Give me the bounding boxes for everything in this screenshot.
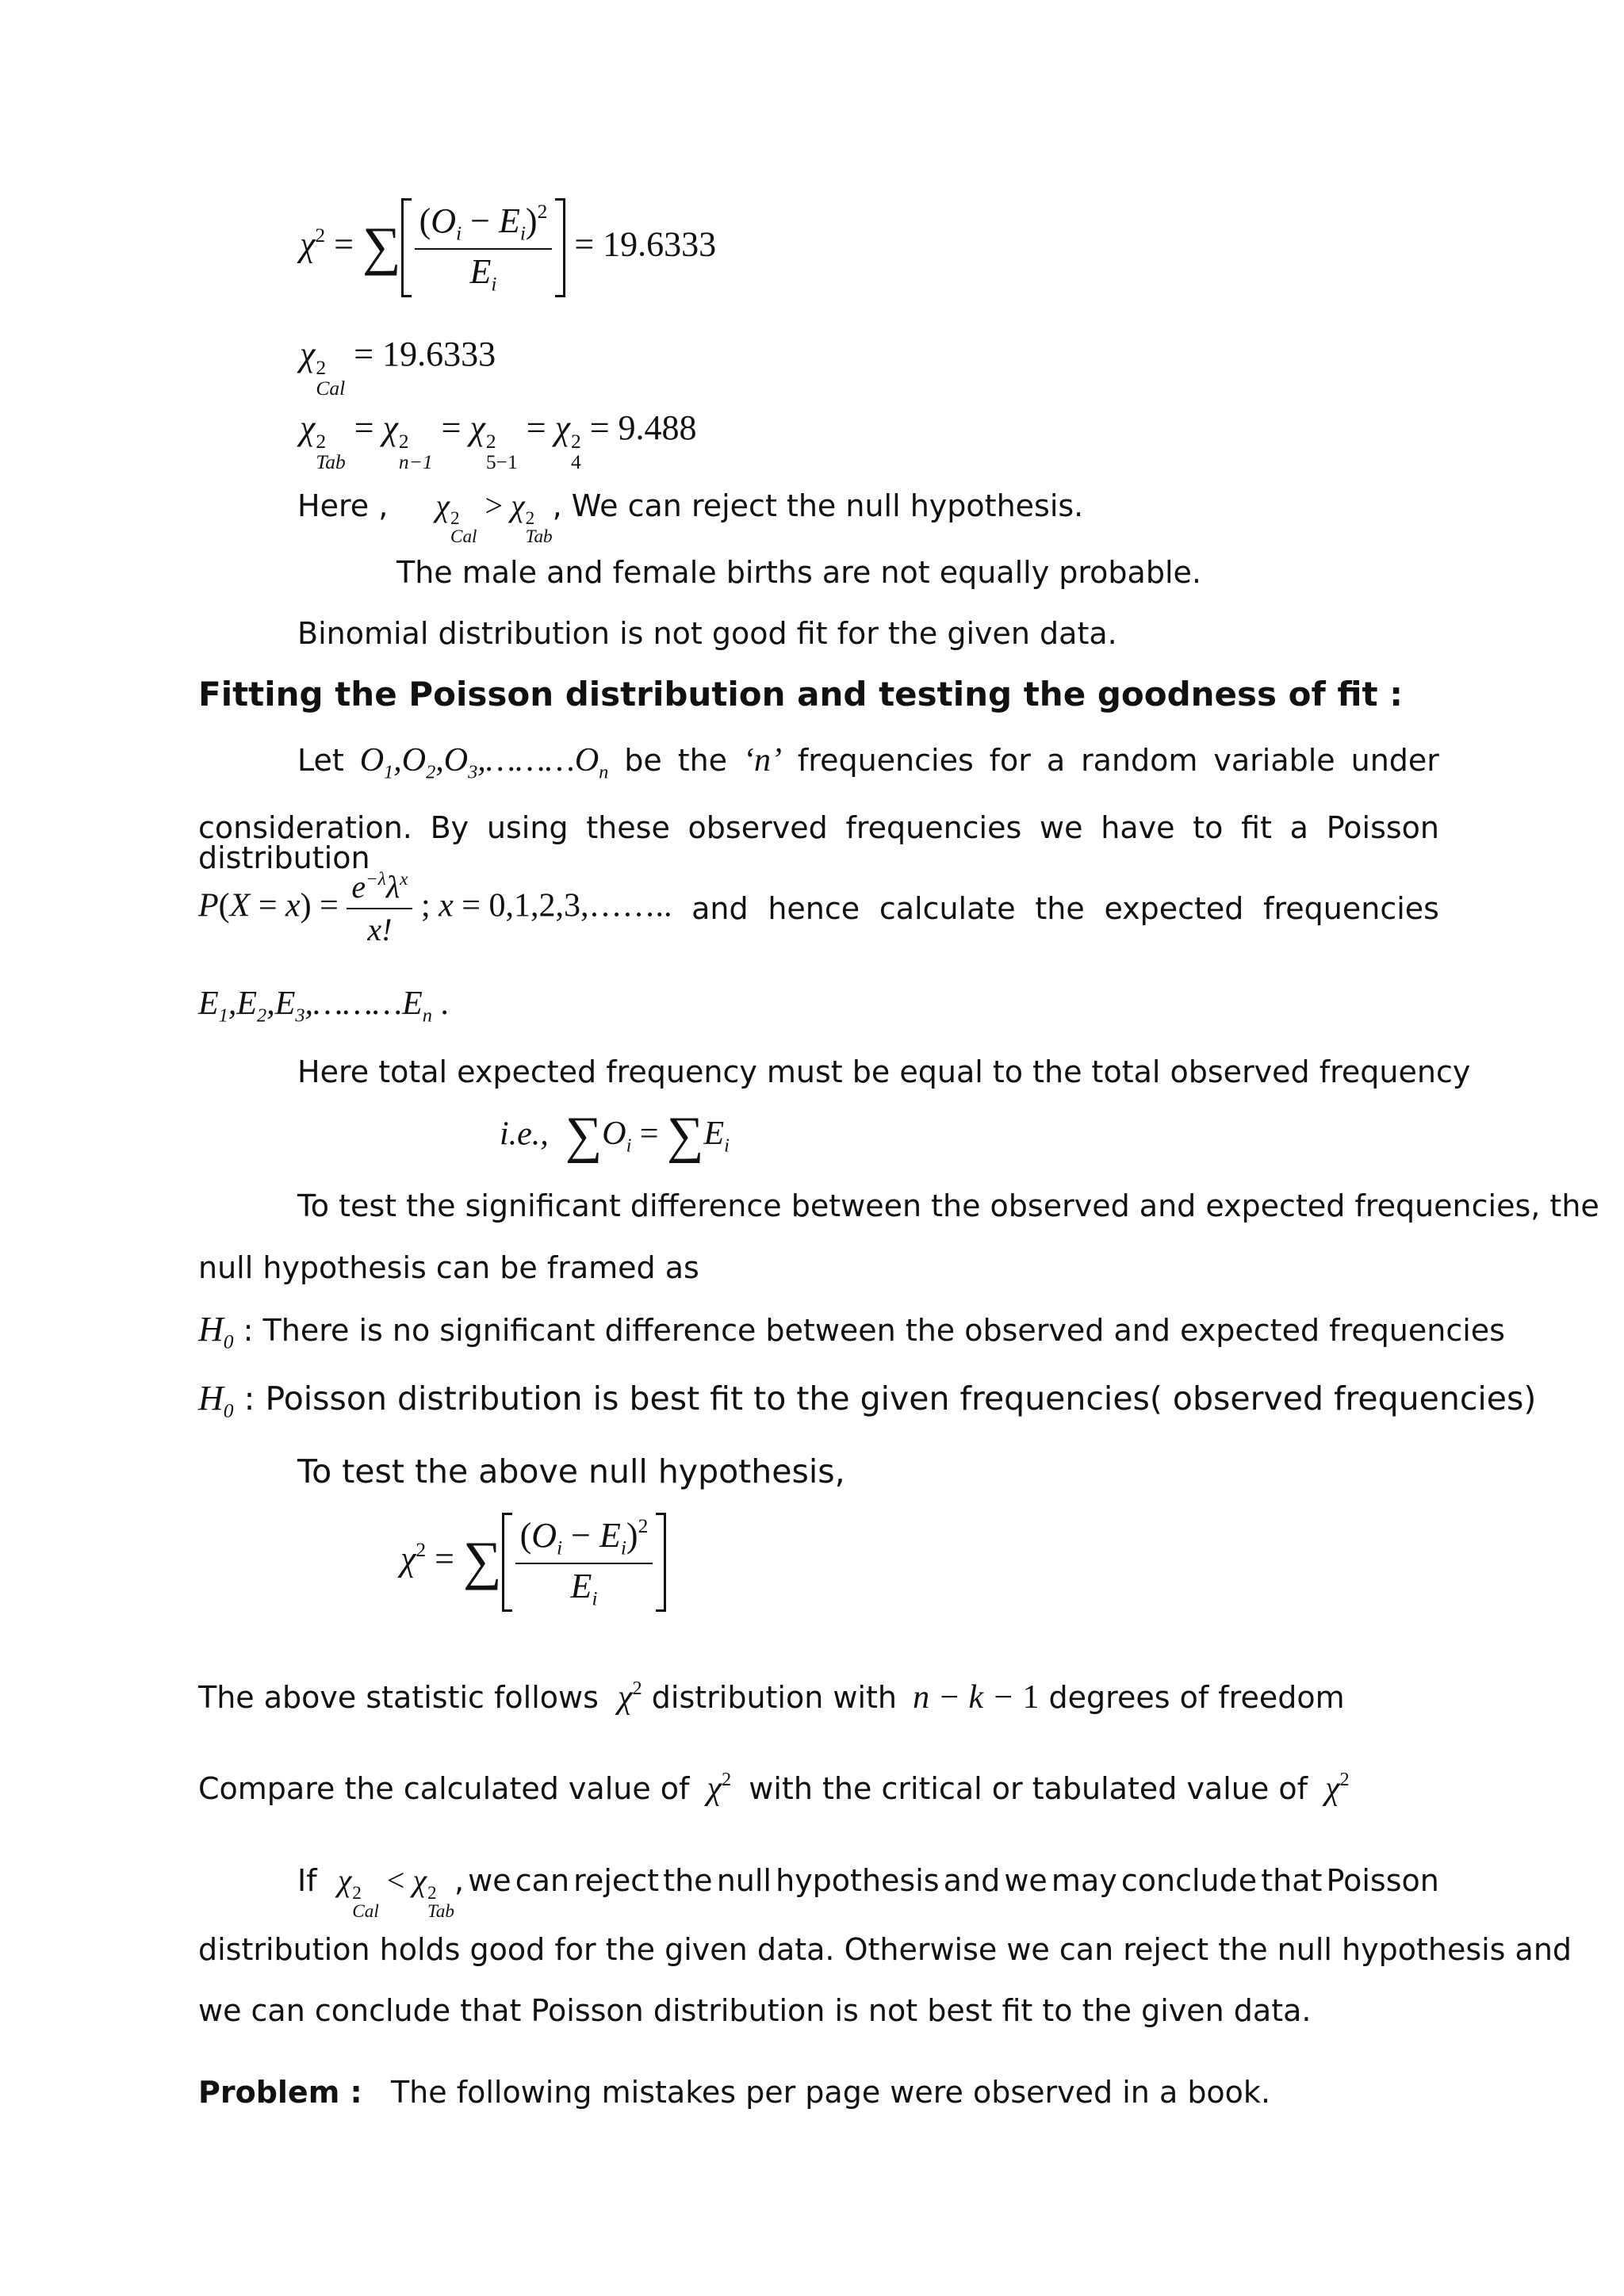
para2: Here total expected frequency must be equal to the total observed frequency — [297, 1054, 1471, 1089]
chi-square-formula: $\chi^2$ = ∑ $\frac{(O_i - E_i)^2}{E_i}$ = 19.6333 — [300, 198, 716, 297]
chi-tab-value: 9.488 — [618, 408, 697, 447]
null-hypothesis-2: $H_0$ : Poisson distribution is best fit to the given frequencies( observed frequencies) — [198, 1379, 1537, 1422]
poisson-pmf-line: P(X = x) = $\frac{e^{-\lambda}\lambda^x}{x!}$ ; x = 0,1,2,3,…….. and hence calculate the expected frequencies — [198, 869, 1439, 948]
decision-line: Here , χ 2 Cal > χ 2 Tab , We can reject the null hypothesis. — [297, 488, 1084, 548]
para3-line1: To test the significant difference between the observed and expected frequencies, the — [297, 1188, 1599, 1223]
para1-line2: consideration. By using these observed frequencies we have to fit a Poisson distribution — [198, 810, 1439, 875]
para6: Compare the calculated value of $\chi^2$ with the critical or tabulated value of $\chi^2$ — [198, 1769, 1350, 1808]
para3-line2: null hypothesis can be framed as — [198, 1250, 699, 1285]
section-heading: Fitting the Poisson distribution and testing the goodness of fit : — [198, 675, 1404, 714]
problem-line: Problem : The following mistakes per page were observed in a book. — [198, 2075, 1271, 2110]
conclusion-binomial: Binomial distribution is not good fit for the given data. — [297, 616, 1117, 651]
observed-frequencies-symbol: $O_1,O_2,O_3,\dots\dots\dots O_n$ — [359, 742, 609, 783]
para7-line2: distribution holds good for the given data. Otherwise we can reject the null hypothesis and — [198, 1932, 1572, 1967]
chi-square-value: 19.6333 — [603, 224, 717, 264]
conclusion-births: The male and female births are not equally probable. — [396, 555, 1201, 590]
chi-tab-line: χ 2 Tab = χ 2 n−1 = χ 2 5−1 = χ 2 4 = 9.488 — [300, 408, 697, 473]
sum-equality: i.e., $\sum O_i = \sum E_i$ — [500, 1107, 730, 1164]
para1-line1: Let $O_1,O_2,O_3,\dots\dots\dots O_n$ be the ‘n’ frequencies for a random variable under — [297, 742, 1439, 783]
poisson-pmf-formula: P(X = x) = $\frac{e^{-\lambda}\lambda^x}{x!}$ ; x = 0,1,2,3,…….. — [198, 869, 672, 948]
para7-line1: If χ 2 Cal < χ 2 Tab , we can reject the null hypothesis and we may conclude that Poisson — [297, 1862, 1439, 1923]
para4: To test the above null hypothesis, — [297, 1452, 845, 1490]
chi-cal-value: 19.6333 — [382, 335, 496, 373]
null-hypothesis-1: $H_0$ : There is no significant difference between the observed and expected frequencies — [198, 1310, 1505, 1353]
chi-cal-line: χ 2 Cal = 19.6333 — [300, 335, 496, 400]
para7-line3: we can conclude that Poisson distribution is not best fit to the given data. — [198, 1993, 1312, 2028]
expected-frequencies-symbol: $E_1,E_2,E_3,\dots\dots\dots E_n$ . — [198, 985, 449, 1027]
para5: The above statistic follows $\chi^2$ distribution with n − k − 1 degrees of freedom — [198, 1678, 1345, 1716]
chi-square-test-formula: $\chi^2$ = ∑ $\frac{(O_i - E_i)^2}{E_i}$ — [400, 1513, 666, 1612]
